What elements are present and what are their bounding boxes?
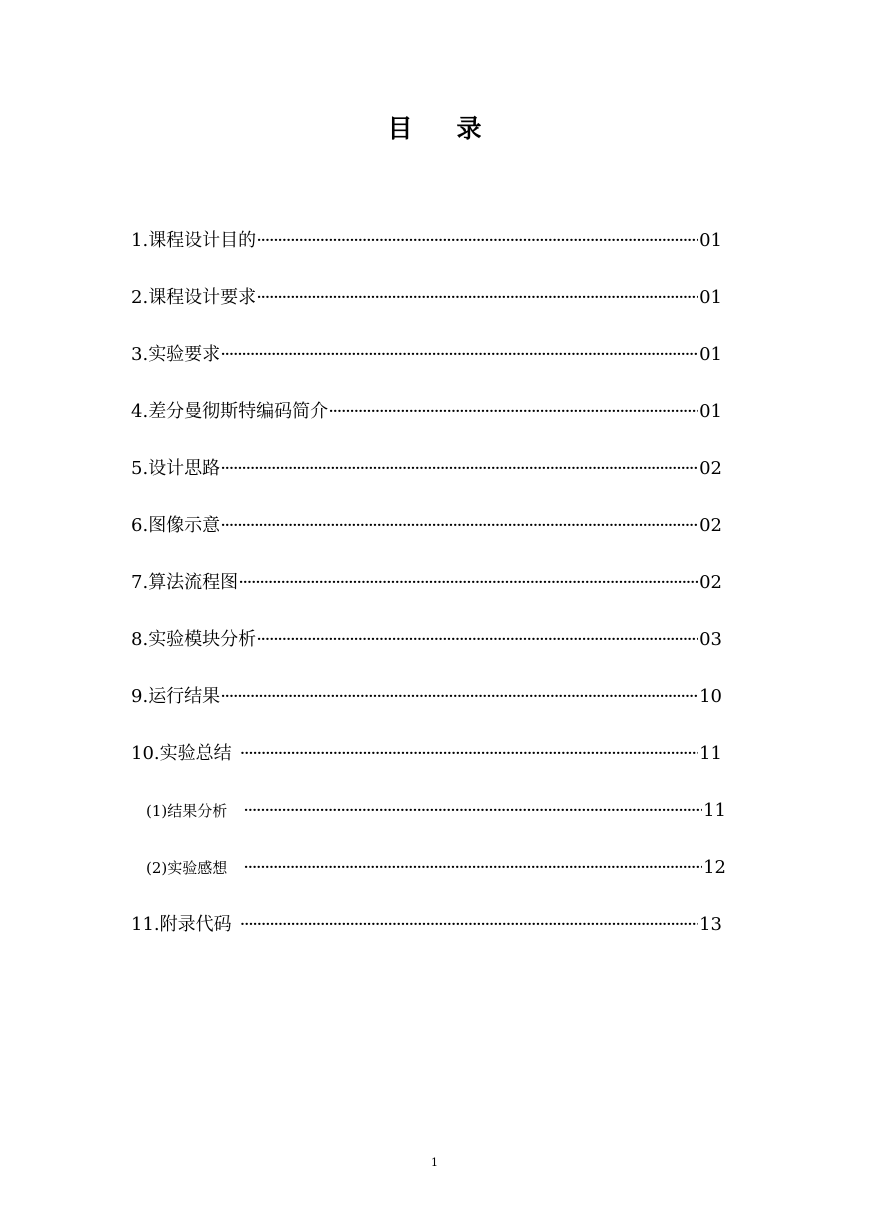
toc-entry[interactable] <box>131 228 722 254</box>
toc-entry-number: 7. <box>131 572 149 593</box>
toc-entry-page: 12 <box>703 857 726 878</box>
toc-leader-dots <box>220 684 698 710</box>
toc-entry-page: 01 <box>699 230 722 251</box>
toc-entry-number: (2) <box>146 859 168 877</box>
toc-leader-dots <box>243 798 702 824</box>
toc-entry-page: 13 <box>699 914 722 935</box>
title-char-2: 录 <box>456 114 482 143</box>
toc-entry-page: 01 <box>699 344 722 365</box>
toc-entry-page: 01 <box>699 287 722 308</box>
toc-subentry[interactable] <box>146 798 726 824</box>
toc-entry-label: 附录代码 <box>159 914 232 935</box>
toc-entry[interactable] <box>131 741 722 767</box>
toc-entry-page: 11 <box>703 800 726 821</box>
toc-entry-page: 10 <box>699 686 722 707</box>
toc-entry-number: (1) <box>146 802 168 820</box>
toc-leader-dots <box>243 855 702 881</box>
title-char-1: 目 <box>387 114 413 143</box>
toc-leader-dots <box>256 228 698 254</box>
toc-entry-label: 设计思路 <box>148 458 221 479</box>
toc-entry-label: 课程设计要求 <box>148 287 257 308</box>
toc-entry-label: 运行结果 <box>148 686 221 707</box>
toc-entry[interactable] <box>131 342 722 368</box>
toc-entry-label: 图像示意 <box>148 515 221 536</box>
toc-entry-page: 02 <box>699 458 722 479</box>
toc-entry-number: 8. <box>131 629 149 650</box>
toc-entry-label: 结果分析 <box>167 802 228 820</box>
page-number: 1 <box>431 1156 438 1169</box>
toc-entry-label: 实验总结 <box>159 743 232 764</box>
toc-entry-number: 9. <box>131 686 149 707</box>
toc-entry-label: 实验模块分析 <box>148 629 257 650</box>
toc-entry[interactable] <box>131 456 722 482</box>
toc-entry-label: 实验感想 <box>167 859 228 877</box>
toc-entry-label: 算法流程图 <box>148 572 239 593</box>
toc-entry[interactable] <box>131 684 722 710</box>
toc-entry-page: 11 <box>699 743 722 764</box>
toc-entry-number: 4. <box>131 401 149 422</box>
toc-leader-dots <box>220 342 698 368</box>
toc-entry-number: 3. <box>131 344 149 365</box>
toc-entry-number: 5. <box>131 458 149 479</box>
toc-entry-page: 01 <box>699 401 722 422</box>
toc-entry-label: 课程设计目的 <box>148 230 257 251</box>
toc-entry-number: 2. <box>131 287 149 308</box>
toc-leader-dots <box>220 456 698 482</box>
toc-entry-number: 10. <box>131 743 160 764</box>
toc-entry-number: 11. <box>131 914 160 935</box>
toc-entry[interactable] <box>131 399 722 425</box>
toc-entry-number: 1. <box>131 230 149 251</box>
toc-entry[interactable] <box>131 285 722 311</box>
toc-entry[interactable] <box>131 627 722 653</box>
toc-entry-label: 实验要求 <box>148 344 221 365</box>
toc-entry-page: 03 <box>699 629 722 650</box>
toc-entry-page: 02 <box>699 572 722 593</box>
toc-leader-dots <box>220 513 698 539</box>
toc-leader-dots <box>328 399 698 425</box>
toc-subentry[interactable] <box>146 855 726 881</box>
toc-leader-dots <box>240 912 698 938</box>
toc-entry-number: 6. <box>131 515 149 536</box>
toc-leader-dots <box>238 570 698 596</box>
toc-entry-page: 02 <box>699 515 722 536</box>
toc-entry[interactable] <box>131 570 722 596</box>
toc-leader-dots <box>240 741 698 767</box>
toc-leader-dots <box>256 285 698 311</box>
toc-entry-label: 差分曼彻斯特编码简介 <box>148 401 329 422</box>
toc-entry[interactable] <box>131 513 722 539</box>
toc-leader-dots <box>256 627 698 653</box>
toc-entry[interactable] <box>131 912 722 938</box>
